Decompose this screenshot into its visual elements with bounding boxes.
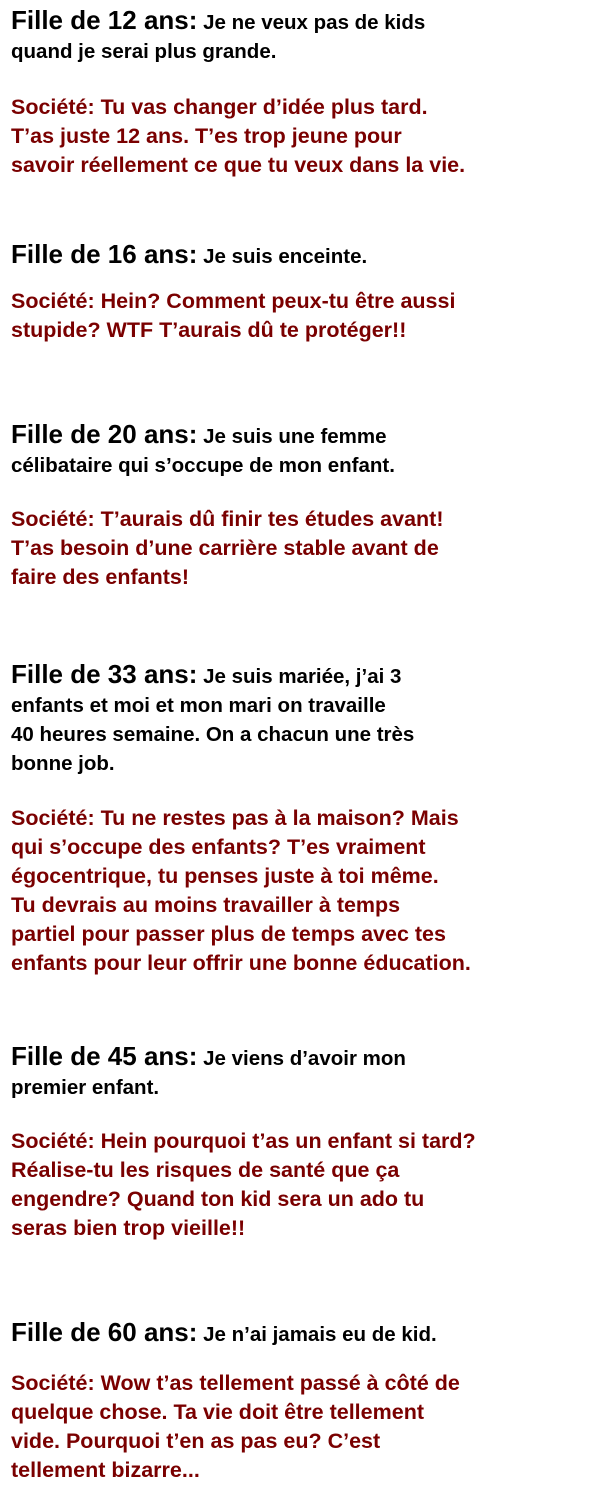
girl-line: premier enfant. — [11, 1076, 160, 1099]
society-line: enfants pour leur offrir une bonne éducation. — [11, 951, 471, 975]
society-line: Société: Tu ne restes pas à la maison? Mais — [11, 806, 459, 830]
girl-line — [11, 1318, 597, 1349]
society-response — [11, 1369, 597, 1485]
society-response — [11, 93, 597, 180]
girl-statement — [11, 660, 597, 778]
society-line: engendre? Quand ton kid sera un ado tu — [11, 1187, 425, 1211]
block-age-60 — [11, 1318, 597, 1485]
society-response — [11, 505, 597, 592]
society-response — [11, 1127, 597, 1243]
girl-line — [11, 6, 597, 37]
girl-line: quand je serai plus grande. — [11, 40, 277, 63]
girl-line: 40 heures semaine. On a chacun une très — [11, 723, 415, 746]
girl-text: Je ne veux pas de kids — [197, 11, 426, 34]
society-line: T’as juste 12 ans. T’es trop jeune pour — [11, 124, 402, 148]
society-line: Société: T’aurais dû finir tes études avant! — [11, 507, 444, 531]
block-age-33 — [11, 660, 597, 978]
society-line: Tu devrais au moins travailler à temps — [11, 893, 401, 917]
girl-age-label: Fille de 20 ans: — [11, 419, 198, 449]
society-line: quelque chose. Ta vie doit être tellement — [11, 1400, 424, 1424]
girl-statement — [11, 6, 597, 66]
girl-text: Je suis mariée, j’ai 3 — [197, 665, 402, 688]
society-line: savoir réellement ce que tu veux dans la vie. — [11, 153, 466, 177]
society-response — [11, 804, 597, 978]
girl-statement — [11, 1042, 597, 1102]
society-line: égocentrique, tu penses juste à toi même. — [11, 864, 439, 888]
girl-statement — [11, 1318, 597, 1349]
block-age-16 — [11, 240, 597, 345]
society-line: tellement bizarre... — [11, 1458, 200, 1482]
girl-text: Je suis une femme — [197, 425, 387, 448]
society-line: faire des enfants! — [11, 565, 190, 589]
society-line: Société: Hein? Comment peux-tu être aussi — [11, 289, 456, 313]
society-response — [11, 287, 597, 345]
girl-statement — [11, 240, 597, 271]
girl-line: célibataire qui s’occupe de mon enfant. — [11, 454, 395, 477]
society-line: Réalise-tu les risques de santé que ça — [11, 1158, 400, 1182]
girl-line: enfants et moi et mon mari on travaille — [11, 694, 386, 717]
girl-age-label: Fille de 33 ans: — [11, 659, 198, 689]
girl-age-label: Fille de 45 ans: — [11, 1041, 198, 1071]
society-line: Société: Wow t’as tellement passé à côté de — [11, 1371, 460, 1395]
girl-line — [11, 660, 597, 691]
girl-text: Je n’ai jamais eu de kid. — [197, 1323, 437, 1346]
girl-statement — [11, 420, 597, 480]
girl-line: bonne job. — [11, 752, 115, 775]
block-age-12 — [11, 6, 597, 180]
society-line: partiel pour passer plus de temps avec tes — [11, 922, 446, 946]
girl-text: Je suis enceinte. — [197, 245, 368, 268]
block-age-20 — [11, 420, 597, 592]
society-line: Société: Hein pourquoi t’as un enfant si tard? — [11, 1129, 476, 1153]
society-line: qui s’occupe des enfants? T’es vraiment — [11, 835, 426, 859]
girl-line — [11, 420, 597, 451]
society-line: Société: Tu vas changer d’idée plus tard. — [11, 95, 428, 119]
girl-age-label: Fille de 60 ans: — [11, 1317, 198, 1347]
society-line: stupide? WTF T’aurais dû te protéger!! — [11, 318, 407, 342]
society-line: vide. Pourquoi t’en as pas eu? C’est — [11, 1429, 381, 1453]
girl-line — [11, 1042, 597, 1073]
girl-text: Je viens d’avoir mon — [197, 1047, 406, 1070]
girl-age-label: Fille de 16 ans: — [11, 239, 198, 269]
girl-line — [11, 240, 597, 271]
society-line: T’as besoin d’une carrière stable avant de — [11, 536, 439, 560]
society-line: seras bien trop vieille!! — [11, 1216, 246, 1240]
block-age-45 — [11, 1042, 597, 1243]
girl-age-label: Fille de 12 ans: — [11, 5, 198, 35]
